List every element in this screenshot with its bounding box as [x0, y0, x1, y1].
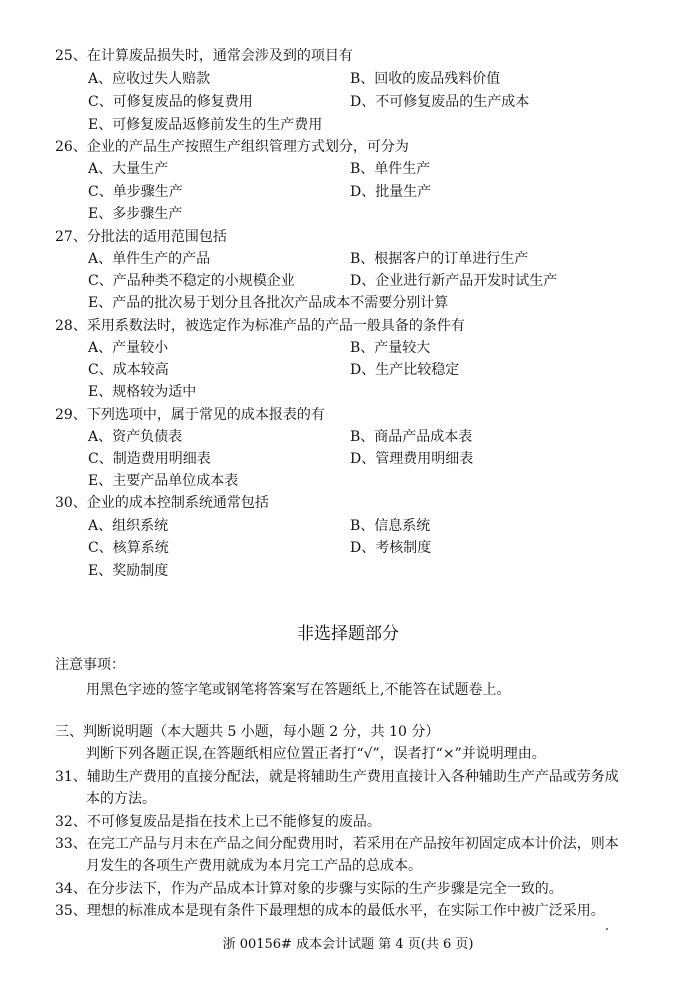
question-29-option-c: C、制造费用明细表	[88, 451, 211, 467]
page-footer: 浙 00156# 成本会计试题 第 4 页(共 6 页)	[222, 937, 474, 952]
question-25-option-d: D、不可修复废品的生产成本	[350, 94, 530, 110]
question-30-option-d: D、考核制度	[350, 540, 432, 556]
question-25-option-b: B、回收的废品残料价值	[350, 71, 501, 87]
question-30-option-c: C、核算系统	[88, 540, 169, 556]
question-26-option-d: D、批量生产	[350, 184, 432, 200]
question-27-option-c: C、产品种类不稳定的小规模企业	[88, 273, 295, 289]
notice-text: 用黑色字迹的签字笔或钢笔将答案写在答题纸上,不能答在试题卷上。	[86, 682, 511, 698]
question-26-stem: 26、企业的产品生产按照生产组织管理方式划分，可分为	[55, 139, 409, 155]
question-33-line-2: 月发生的各项生产费用就成为本月完工产品的总成本。	[86, 858, 422, 874]
question-35: 35、理想的标准成本是现有条件下最理想的成本的最低水平，在实际工作中被广泛采用。	[55, 903, 605, 919]
question-28-option-a: A、产量较小	[88, 340, 169, 356]
question-27-stem: 27、分批法的适用范围包括	[55, 229, 227, 245]
question-31-line-2: 本的方法。	[86, 791, 156, 807]
question-25-option-c: C、可修复废品的修复费用	[88, 94, 253, 110]
section-title: 非选择题部分	[297, 624, 399, 644]
question-29-option-a: A、资产负债表	[88, 429, 183, 445]
question-27-option-d: D、企业进行新产品开发时试生产	[350, 273, 558, 289]
question-26-option-a: A、大量生产	[88, 161, 169, 177]
question-34: 34、在分步法下，作为产品成本计算对象的步骤与实际的生产步骤是完全一致的。	[55, 881, 563, 897]
notice-label: 注意事项：	[55, 657, 125, 673]
question-27-option-a: A、单件生产的产品	[88, 251, 211, 267]
question-25-stem: 25、在计算废品损失时，通常会涉及到的项目有	[55, 48, 353, 64]
question-30-stem: 30、企业的成本控制系统通常包括	[55, 495, 269, 511]
question-27-option-e: E、产品的批次易于划分且各批次产品成本不需要分别计算	[88, 295, 449, 311]
question-26-option-e: E、多步骤生产	[88, 206, 183, 222]
question-29-stem: 29、下列选项中，属于常见的成本报表的有	[55, 407, 325, 423]
question-29-option-d: D、管理费用明细表	[350, 451, 474, 467]
question-30-option-a: A、组织系统	[88, 518, 169, 534]
question-31-line-1: 31、辅助生产费用的直接分配法，就是将辅助生产费用直接计入各种辅助生产产品或劳务成	[55, 769, 619, 785]
question-27-option-b: B、根据客户的订单进行生产	[350, 251, 529, 267]
question-28-option-b: B、产量较大	[350, 340, 431, 356]
question-32: 32、不可修复废品是指在技术上已不能修复的废品。	[55, 814, 381, 830]
question-25-option-e: E、可修复废品返修前发生的生产费用	[88, 117, 323, 133]
part3-instruction: 判断下列各题正误,在答题纸相应位置正者打“√”，误者打“×”并说明理由。	[86, 746, 546, 762]
part3-heading: 三、判断说明题（本大题共 5 小题，每小题 2 分，共 10 分）	[55, 724, 440, 740]
question-30-option-e: E、奖励制度	[88, 563, 169, 579]
question-30-option-b: B、信息系统	[350, 518, 431, 534]
question-28-option-c: C、成本较高	[88, 362, 169, 378]
question-25-option-a: A、应收过失人赔款	[88, 71, 211, 87]
scan-speck	[606, 928, 608, 930]
question-29-option-b: B、商品产品成本表	[350, 429, 473, 445]
question-28-stem: 28、采用系数法时，被选定作为标准产品的产品一般具备的条件有	[55, 318, 465, 334]
question-26-option-c: C、单步骤生产	[88, 184, 183, 200]
question-28-option-e: E、规格较为适中	[88, 384, 197, 400]
question-26-option-b: B、单件生产	[350, 161, 431, 177]
question-33-line-1: 33、在完工产品与月末在产品之间分配费用时，若采用在产品按年初固定成本计价法，则本	[55, 836, 619, 852]
question-28-option-d: D、生产比较稳定	[350, 362, 460, 378]
question-29-option-e: E、主要产品单位成本表	[88, 473, 239, 489]
